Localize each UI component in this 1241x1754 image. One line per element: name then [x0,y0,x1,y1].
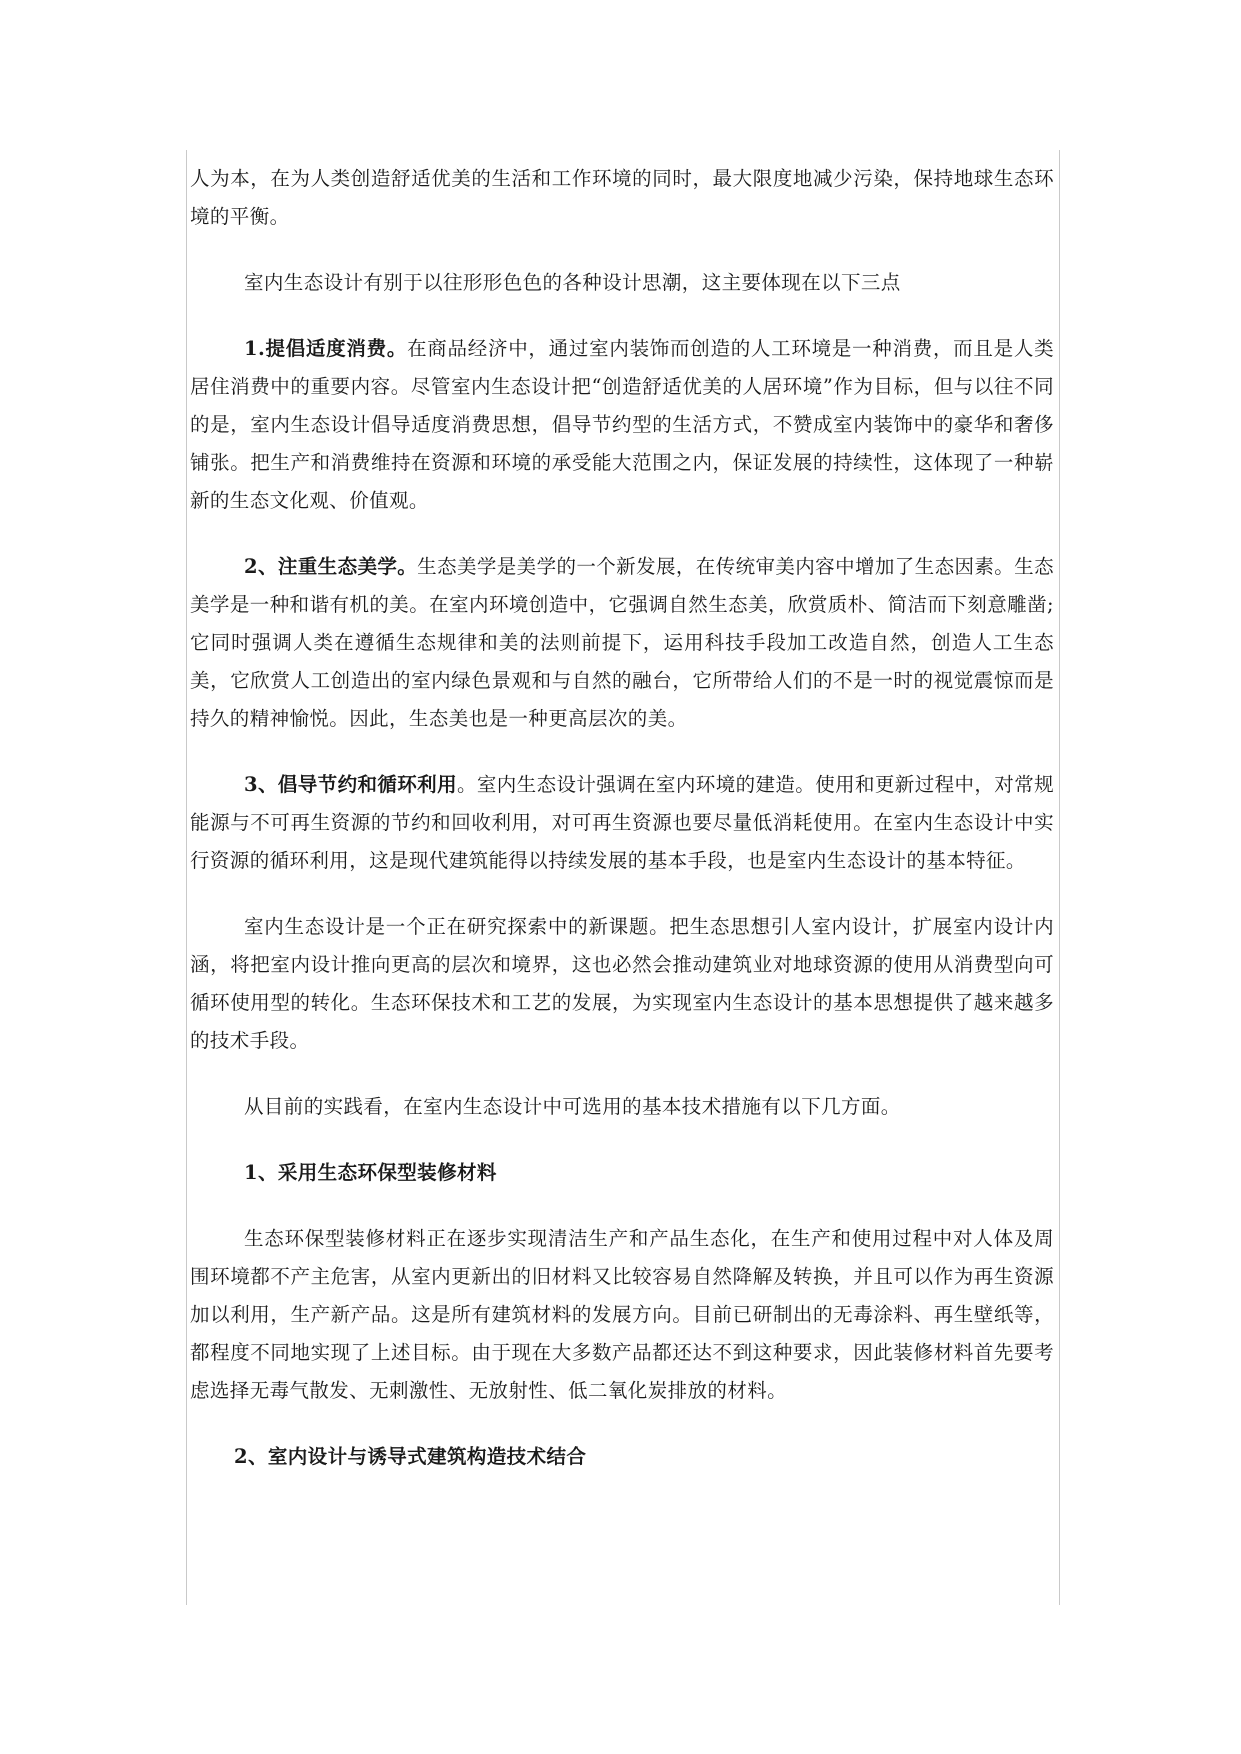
point-2-body: 生态美学是美学的一个新发展，在传统审美内容中增加了生态因素。生态美学是一种和谐有机的美。在室内环境创造中，它强调自然生态美，欣赏质朴、简洁而下刻意雕凿; 它同时强调人类在遵循生态规律和美的法则前提下，运用科技手段加工改造自然，创造人工生态美，它欣赏人工创造出的室内绿色景观和与自然的融台，它所带给人们的不是一时的视觉震惊而是持久的精神愉悦。因此，生态美也是一种更高层次的美。 [190,555,1054,730]
paragraph-intro-continuation: 人为本，在为人类创造舒适优美的生活和工作环境的同时，最大限度地减少污染，保持地球生态环境的平衡。 [190,167,1054,228]
point-3-body: 。室内生态设计强调在室内环境的建造。使用和更新过程中，对常规能源与不可再生资源的节约和回收利用，对可再生资源也要尽量低消耗使用。在室内生态设计中实行资源的循环利用，这是现代建筑能得以持续发展的基本手段，也是室内生态设计的基本特征。 [190,773,1054,872]
point-3-heading: 3、倡导节约和循环利用 [244,773,457,796]
point-1-body: 在商品经济中，通过室内装饰而创造的人工环境是一种消费，而且是人类居住消费中的重要内容。尽管室内生态设计把“创造舒适优美的人居环境”作为目标，但与以往不同的是，室内生态设计倡导适度消费思想，倡导节约型的生活方式，不赞成室内装饰中的豪华和奢侈铺张。把生产和消费维持在资源和环境的承受能大范围之内，保证发展的持续性，这体现了一种崭新的生态文化观、价值观。 [190,337,1054,512]
document-body [190,160,1054,1504]
paragraph-three-points-intro: 室内生态设计有别于以往形形色色的各种设计思潮，这主要体现在以下三点 [244,271,901,294]
point-1-heading: 1.提倡适度消费。 [244,337,408,360]
section-heading-eco-materials: 1、采用生态环保型装修材料 [244,1161,497,1184]
paragraph-conservation-recycling [190,766,1054,880]
paragraph-moderate-consumption [190,330,1054,520]
paragraph-ecological-aesthetics [190,548,1054,738]
section-heading-induced-construction: 2、室内设计与诱导式建筑构造技术结合 [234,1445,587,1468]
paragraph-new-topic: 室内生态设计是一个正在研究探索中的新课题。把生态思想引人室内设计，扩展室内设计内涵，将把室内设计推向更高的层次和境界，这也必然会推动建筑业对地球资源的使用从消费型向可循环使用型的转化。生态环保技术和工艺的发展，为实现室内生态设计的基本思想提供了越来越多的技术手段。 [190,915,1054,1052]
point-2-heading: 2、注重生态美学。 [244,555,418,578]
paragraph-eco-materials: 生态环保型装修材料正在逐步实现清洁生产和产品生态化，在生产和使用过程中对人体及周围环境都不产主危害，从室内更新出的旧材料又比较容易自然降解及转换，并且可以作为再生资源加以利用，生产新产品。这是所有建筑材料的发展方向。目前已研制出的无毒涂料、再生壁纸等，都程度不同地实现了上述目标。由于现在大多数产品都还达不到这种要求，因此装修材料首先要考虑选择无毒气散发、无刺激性、无放射性、低二氧化炭排放的材料。 [190,1227,1054,1402]
paragraph-technical-measures-intro: 从目前的实践看，在室内生态设计中可选用的基本技术措施有以下几方面。 [244,1095,901,1118]
